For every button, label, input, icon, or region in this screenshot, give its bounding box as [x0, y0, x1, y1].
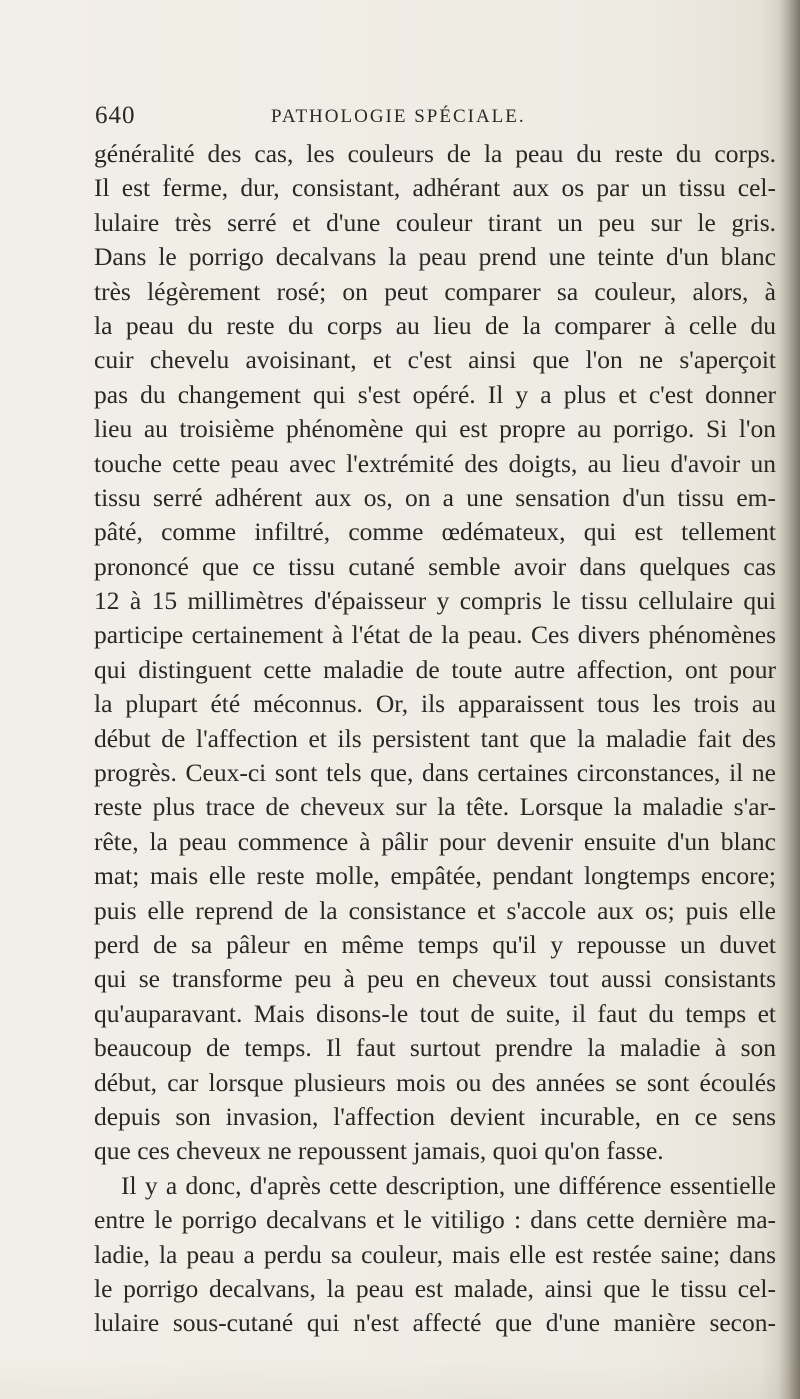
text-line: la peau du reste du corps au lieu de la comparer à celle du — [94, 310, 776, 340]
text-line: Il est ferme, dur, consistant, adhérant aux os par un tissu cel- — [94, 173, 776, 203]
text-line: ladie, la peau a perdu sa couleur, mais elle est restée saine; dans — [94, 1239, 776, 1269]
text-line: début, car lorsque plusieurs mois ou des années se sont écoulés — [94, 1067, 776, 1097]
text-line: pas du changement qui s'est opéré. Il y a plus et c'est donner — [94, 379, 776, 409]
body-text — [94, 137, 776, 1341]
text-line: perd de sa pâleur en même temps qu'il y repousse un duvet — [94, 929, 776, 959]
text-line: lulaire très serré et d'une couleur tirant un peu sur le gris. — [94, 207, 776, 237]
text-line: rête, la peau commence à pâlir pour devenir ensuite d'un blanc — [94, 826, 776, 856]
text-line: tissu serré adhérent aux os, on a une sensation d'un tissu em- — [94, 482, 776, 512]
text-line: qui se transforme peu à peu en cheveux tout aussi consistants — [94, 964, 776, 994]
text-line: qu'auparavant. Mais disons-le tout de suite, il faut du temps et — [94, 998, 776, 1028]
text-line: cuir chevelu avoisinant, et c'est ainsi que l'on ne s'aperçoit — [94, 345, 776, 375]
text-line: début de l'affection et ils persistent tant que la maladie fait des — [94, 723, 776, 753]
text-line: progrès. Ceux-ci sont tels que, dans certaines circonstances, il ne — [94, 758, 776, 788]
text-line: mat; mais elle reste molle, empâtée, pendant longtemps encore; — [94, 861, 776, 891]
running-title: PATHOLOGIE SPÉCIALE. — [271, 106, 526, 127]
text-line: lulaire sous-cutané qui n'est affecté que d'une manière secon- — [94, 1308, 776, 1338]
text-line: depuis son invasion, l'affection devient incurable, en ce sens — [94, 1101, 776, 1131]
page-edge-shadow — [778, 0, 800, 1399]
text-line: Dans le porrigo decalvans la peau prend une teinte d'un blanc — [94, 242, 776, 272]
text-line: participe certainement à l'état de la peau. Ces divers phénomènes — [94, 620, 776, 650]
text-line: prononcé que ce tissu cutané semble avoir dans quelques cas — [94, 551, 776, 581]
text-line: puis elle reprend de la consistance et s'accole aux os; puis elle — [94, 895, 776, 925]
text-line-paragraph-end: que ces cheveux ne repoussent jamais, quoi qu'on fasse. — [94, 1136, 664, 1166]
text-line: beaucoup de temps. Il faut surtout prendre la maladie à son — [94, 1033, 776, 1063]
text-line: pâté, comme infiltré, comme œdémateux, qui est tellement — [94, 517, 776, 547]
text-line: très légèrement rosé; on peut comparer sa couleur, alors, à — [94, 276, 776, 306]
text-line: touche cette peau avec l'extrémité des doigts, au lieu d'avoir un — [94, 448, 776, 478]
text-line: le porrigo decalvans, la peau est malade, ainsi que le tissu cel- — [94, 1273, 776, 1303]
text-line-paragraph-start: Il y a donc, d'après cette description, une différence essentielle — [121, 1170, 776, 1200]
text-line: 12 à 15 millimètres d'épaisseur y compris le tissu cellulaire qui — [94, 586, 776, 616]
text-line: lieu au troisième phénomène qui est propre au porrigo. Si l'on — [94, 414, 776, 444]
page-header — [95, 102, 715, 136]
text-line: entre le porrigo decalvans et le vitiligo : dans cette dernière ma- — [94, 1205, 776, 1235]
text-line: généralité des cas, les couleurs de la peau du reste du corps. — [94, 139, 776, 168]
page-number: 640 — [95, 102, 136, 129]
page-bottom-shade — [0, 1359, 800, 1399]
text-line: qui distinguent cette maladie de toute autre affection, ont pour — [94, 654, 776, 684]
text-line: la plupart été méconnus. Or, ils apparaissent tous les trois au — [94, 689, 776, 719]
text-line: reste plus trace de cheveux sur la tête. Lorsque la maladie s'ar- — [94, 792, 776, 822]
